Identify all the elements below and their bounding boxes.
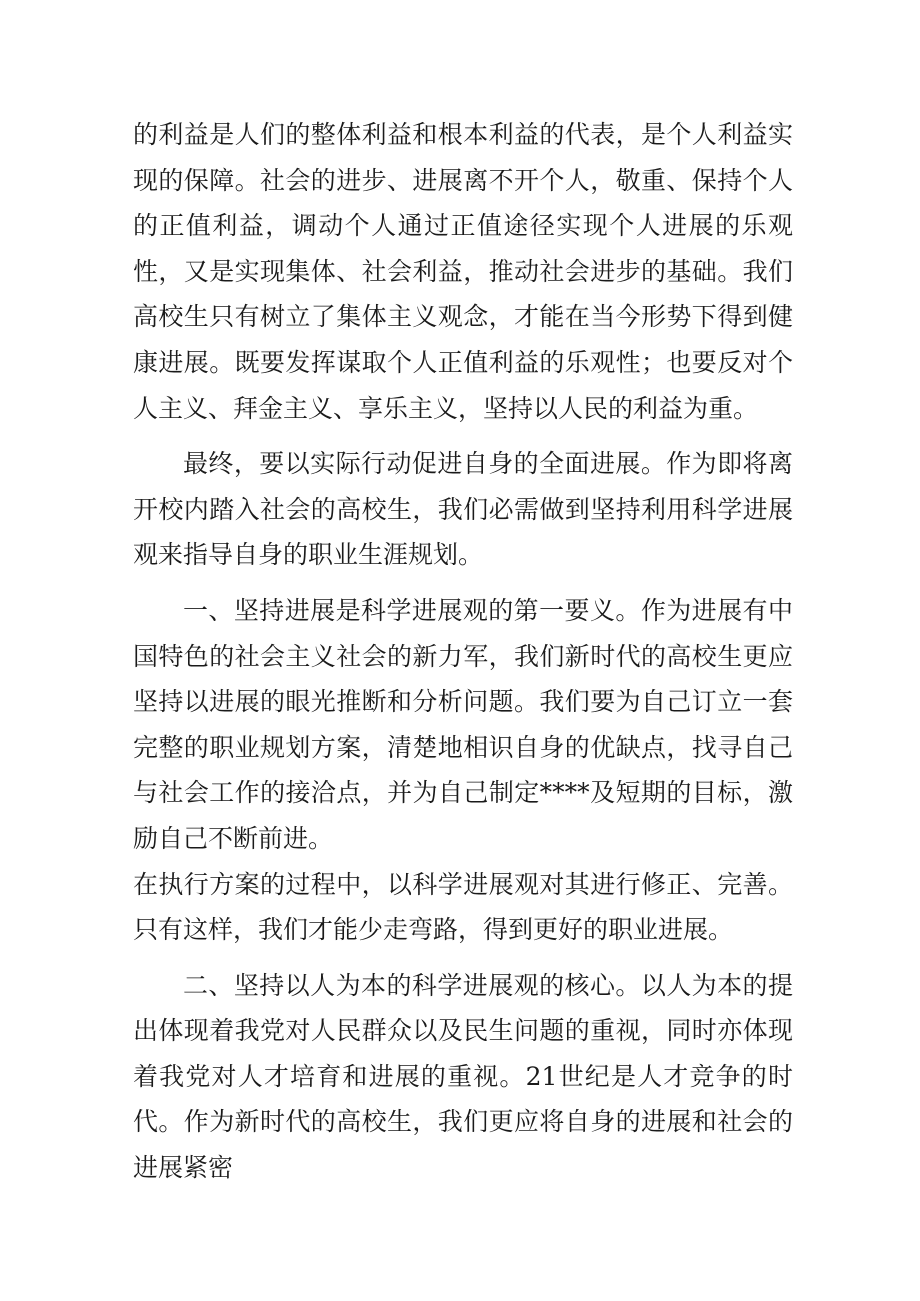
paragraph-3: 一、坚持进展是科学进展观的第一要义。作为进展有中国特色的社会主义社会的新力军，我们新时代的高校生更应坚持以进展的眼光推断和分析问题。我们要为自己订立一套完整的职业规划方案，清楚地相识自身的优缺点，找寻自己与社会工作的接洽点，并为自己制定****及短期的目标，激励自己不断前进。: [133, 595, 793, 853]
paragraph-2: 最终，要以实际行动促进自身的全面进展。作为即将离开校内踏入社会的高校生，我们必需做到坚持利用科学进展观来指导自身的职业生涯规划。: [133, 449, 793, 570]
paragraph-1: 的利益是人们的整体利益和根本利益的代表，是个人利益实现的保障。社会的进步、进展离不开个人，敬重、保持个人的正值利益，调动个人通过正值途径实现个人进展的乐观性，又是实现集体、社会利益，推动社会进步的基础。我们高校生只有树立了集体主义观念，才能在当今形势下得到健康进展。既要发挥谋取个人正值利益的乐观性；也要反对个人主义、拜金主义、享乐主义，坚持以人民的利益为重。: [133, 120, 793, 423]
document-body: [133, 112, 793, 1191]
paragraph-4: 在执行方案的过程中，以科学进展观对其进行修正、完善。只有这样，我们才能少走弯路，得到更好的职业进展。: [133, 869, 793, 945]
paragraph-5: 二、坚持以人为本的科学进展观的核心。以人为本的提出体现着我党对人民群众以及民生问题的重视，同时亦体现着我党对人才培育和进展的重视。21世纪是人才竞争的时代。作为新时代的高校生，我们更应将自身的进展和社会的进展紧密: [133, 970, 793, 1183]
